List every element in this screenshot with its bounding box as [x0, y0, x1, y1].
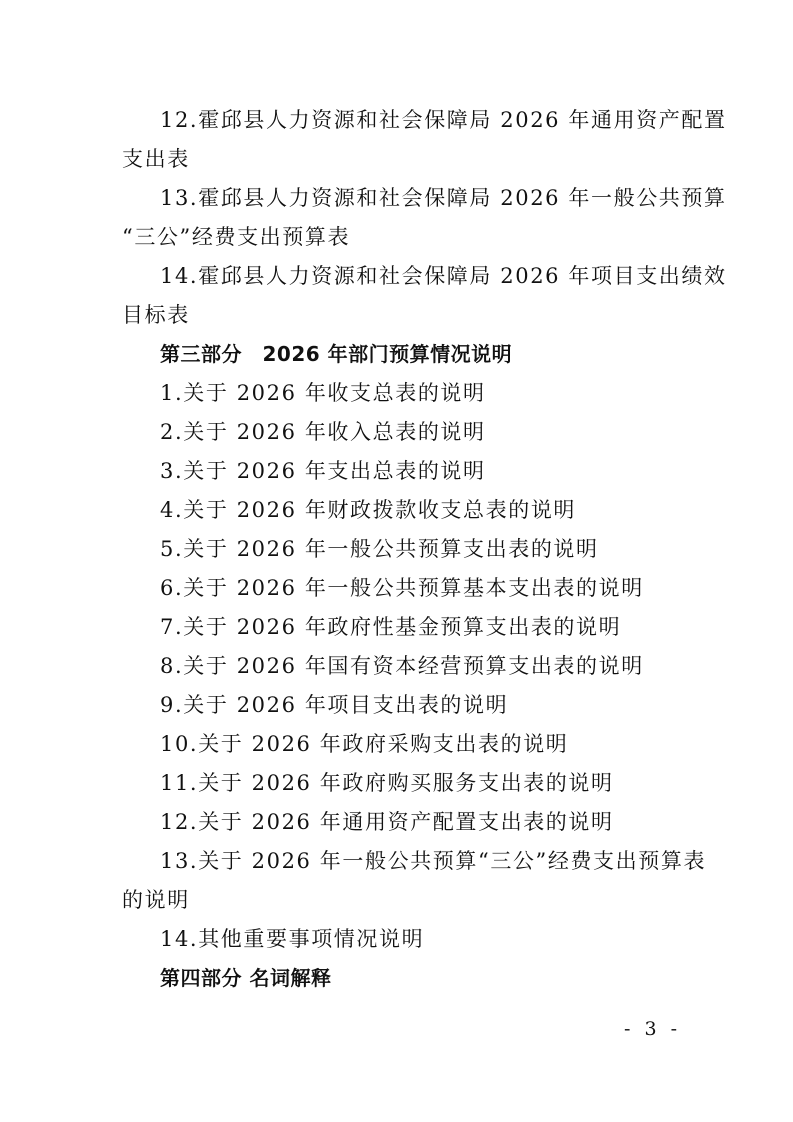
explanation-item-4: 4.关于 2026 年财政拨款收支总表的说明 — [160, 498, 577, 522]
toc-item-13-line-2: “三公”经费支出预算表 — [122, 225, 351, 249]
toc-item-13-line-1: 13.霍邱县人力资源和社会保障局 2026 年一般公共预算 — [160, 186, 727, 210]
explanation-item-11: 11.关于 2026 年政府购买服务支出表的说明 — [160, 771, 614, 795]
explanation-item-12: 12.关于 2026 年通用资产配置支出表的说明 — [160, 810, 614, 834]
explanation-item-14: 14.其他重要事项情况说明 — [160, 927, 425, 951]
explanation-item-13-line-2: 的说明 — [122, 888, 190, 912]
page-number: - 3 - — [624, 1018, 682, 1040]
explanation-item-2: 2.关于 2026 年收入总表的说明 — [160, 420, 486, 444]
toc-item-14-line-2: 目标表 — [122, 303, 190, 327]
explanation-item-8: 8.关于 2026 年国有资本经营预算支出表的说明 — [160, 654, 644, 678]
explanation-item-10: 10.关于 2026 年政府采购支出表的说明 — [160, 732, 569, 756]
part-three-heading: 第三部分 2026 年部门预算情况说明 — [160, 342, 513, 366]
toc-item-14-line-1: 14.霍邱县人力资源和社会保障局 2026 年项目支出绩效 — [160, 264, 727, 288]
toc-item-12-line-1: 12.霍邱县人力资源和社会保障局 2026 年通用资产配置 — [160, 108, 727, 132]
explanation-item-1: 1.关于 2026 年收支总表的说明 — [160, 381, 486, 405]
explanation-item-9: 9.关于 2026 年项目支出表的说明 — [160, 693, 509, 717]
explanation-item-3: 3.关于 2026 年支出总表的说明 — [160, 459, 486, 483]
toc-item-12-line-2: 支出表 — [122, 147, 190, 171]
explanation-item-6: 6.关于 2026 年一般公共预算基本支出表的说明 — [160, 576, 644, 600]
explanation-item-13-line-1: 13.关于 2026 年一般公共预算“三公”经费支出预算表 — [160, 849, 707, 873]
explanation-item-7: 7.关于 2026 年政府性基金预算支出表的说明 — [160, 615, 622, 639]
explanation-item-5: 5.关于 2026 年一般公共预算支出表的说明 — [160, 537, 599, 561]
part-four-heading: 第四部分 名词解释 — [160, 966, 332, 990]
